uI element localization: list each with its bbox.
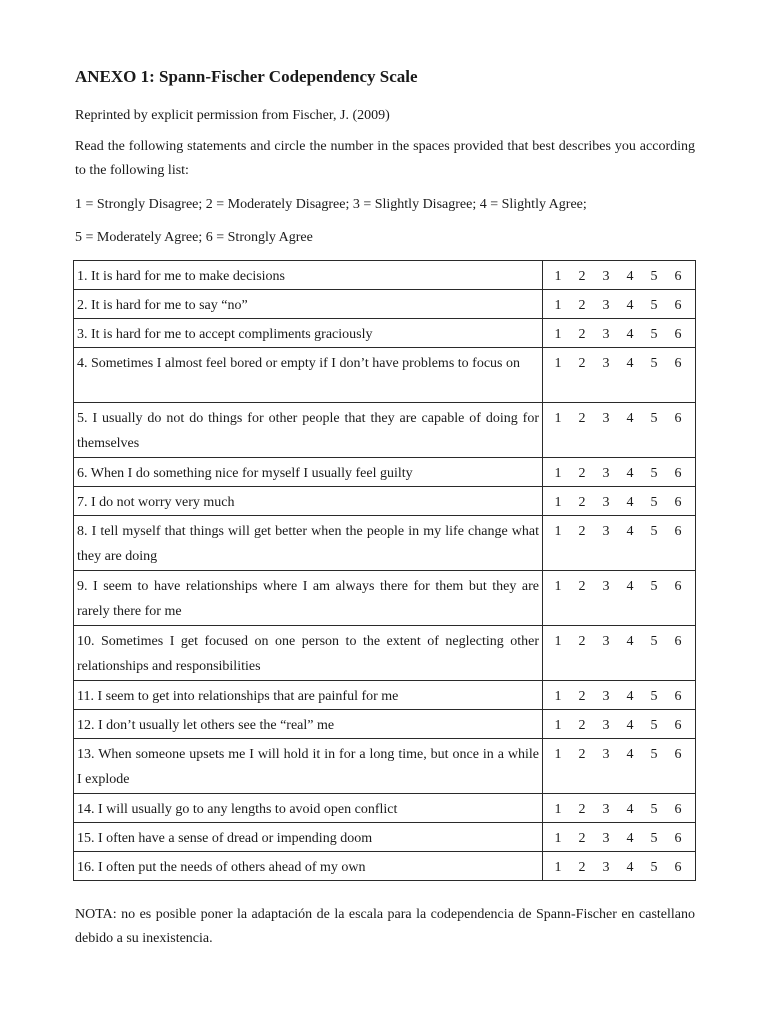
rating-option[interactable]: 2 xyxy=(578,524,586,539)
table-row xyxy=(74,626,696,681)
table-row xyxy=(74,571,696,626)
statement-text: 9. I seem to have relationships where I am always there for them but they are rarely there for me xyxy=(77,579,539,619)
statement-cell xyxy=(74,823,543,852)
statement-text: 10. Sometimes I get focused on one person to the extent of neglecting other relationships and responsibilities xyxy=(77,634,539,674)
rating-options-cell xyxy=(543,348,696,403)
rating-options xyxy=(543,626,695,654)
rating-option[interactable]: 1 xyxy=(554,495,562,510)
rating-options-cell xyxy=(543,458,696,487)
statement-cell xyxy=(74,571,543,626)
statement-cell xyxy=(74,681,543,710)
rating-option[interactable]: 2 xyxy=(578,466,586,481)
rating-options-cell xyxy=(543,261,696,290)
rating-option[interactable]: 5 xyxy=(650,634,658,649)
rating-option[interactable]: 4 xyxy=(626,634,634,649)
rating-option[interactable]: 3 xyxy=(602,298,610,313)
rating-option[interactable]: 6 xyxy=(674,634,682,649)
rating-option[interactable]: 4 xyxy=(626,411,634,426)
rating-option[interactable]: 2 xyxy=(578,579,586,594)
rating-option[interactable]: 1 xyxy=(554,747,562,762)
rating-option[interactable]: 2 xyxy=(578,327,586,342)
rating-option[interactable]: 3 xyxy=(602,356,610,371)
rating-option[interactable]: 6 xyxy=(674,495,682,510)
statement-text: 3. It is hard for me to accept compliments graciously xyxy=(77,327,373,342)
rating-option[interactable]: 4 xyxy=(626,802,634,817)
statement-cell xyxy=(74,487,543,516)
rating-options xyxy=(543,403,695,431)
rating-option[interactable]: 5 xyxy=(650,579,658,594)
rating-option[interactable]: 3 xyxy=(602,466,610,481)
rating-option[interactable]: 5 xyxy=(650,718,658,733)
reprint-note: Reprinted by explicit permission from Fischer, J. (2009) xyxy=(75,108,390,123)
rating-option[interactable]: 1 xyxy=(554,298,562,313)
statement-cell xyxy=(74,739,543,794)
rating-options-cell xyxy=(543,710,696,739)
rating-option[interactable]: 6 xyxy=(674,689,682,704)
rating-options xyxy=(543,794,695,822)
rating-option[interactable]: 2 xyxy=(578,495,586,510)
rating-option[interactable]: 2 xyxy=(578,689,586,704)
rating-options-cell xyxy=(543,794,696,823)
rating-option[interactable]: 3 xyxy=(602,579,610,594)
rating-option[interactable]: 5 xyxy=(650,524,658,539)
statement-cell xyxy=(74,852,543,881)
rating-option[interactable]: 2 xyxy=(578,298,586,313)
rating-option[interactable]: 4 xyxy=(626,860,634,875)
rating-option[interactable]: 5 xyxy=(650,860,658,875)
rating-option[interactable]: 5 xyxy=(650,495,658,510)
table-row xyxy=(74,290,696,319)
rating-options xyxy=(543,852,695,880)
rating-option[interactable]: 3 xyxy=(602,860,610,875)
rating-option[interactable]: 2 xyxy=(578,802,586,817)
rating-option[interactable]: 6 xyxy=(674,269,682,284)
rating-option[interactable]: 1 xyxy=(554,356,562,371)
rating-option[interactable]: 3 xyxy=(602,327,610,342)
rating-option[interactable]: 5 xyxy=(650,689,658,704)
table-row xyxy=(74,852,696,881)
rating-options-cell xyxy=(543,487,696,516)
rating-option[interactable]: 4 xyxy=(626,524,634,539)
table-row xyxy=(74,487,696,516)
statement-cell xyxy=(74,261,543,290)
table-row xyxy=(74,739,696,794)
table-row xyxy=(74,458,696,487)
rating-options xyxy=(543,487,695,515)
rating-option[interactable]: 1 xyxy=(554,718,562,733)
rating-option[interactable]: 3 xyxy=(602,634,610,649)
rating-option[interactable]: 2 xyxy=(578,634,586,649)
rating-option[interactable]: 6 xyxy=(674,831,682,846)
rating-option[interactable]: 5 xyxy=(650,298,658,313)
scale-legend-line-2: 5 = Moderately Agree; 6 = Strongly Agree xyxy=(75,230,313,245)
rating-option[interactable]: 3 xyxy=(602,689,610,704)
rating-option[interactable]: 5 xyxy=(650,327,658,342)
statement-text: 8. I tell myself that things will get better when the people in my life change what they are doing xyxy=(77,524,539,564)
statement-text: 11. I seem to get into relationships that are painful for me xyxy=(77,689,399,704)
statement-text: 4. Sometimes I almost feel bored or empty if I don’t have problems to focus on xyxy=(77,356,520,371)
rating-option[interactable]: 1 xyxy=(554,411,562,426)
rating-options xyxy=(543,681,695,709)
page-title: ANEXO 1: Spann-Fischer Codependency Scale xyxy=(75,67,418,86)
rating-option[interactable]: 4 xyxy=(626,831,634,846)
rating-option[interactable]: 6 xyxy=(674,466,682,481)
footnote: NOTA: no es posible poner la adaptación de la escala para la codependencia de Spann-Fischer en castellano debido a su inexistencia. xyxy=(75,907,695,946)
rating-options-cell xyxy=(543,739,696,794)
statement-cell xyxy=(74,403,543,458)
statement-text: 2. It is hard for me to say “no” xyxy=(77,298,248,313)
table-row xyxy=(74,403,696,458)
rating-option[interactable]: 1 xyxy=(554,327,562,342)
statement-cell xyxy=(74,458,543,487)
table-row xyxy=(74,261,696,290)
rating-options-cell xyxy=(543,571,696,626)
rating-option[interactable]: 6 xyxy=(674,327,682,342)
rating-option[interactable]: 5 xyxy=(650,802,658,817)
statement-cell xyxy=(74,626,543,681)
rating-option[interactable]: 6 xyxy=(674,524,682,539)
rating-options xyxy=(543,710,695,738)
rating-option[interactable]: 2 xyxy=(578,831,586,846)
rating-option[interactable]: 4 xyxy=(626,689,634,704)
scale-table-body xyxy=(74,261,696,881)
rating-option[interactable]: 2 xyxy=(578,718,586,733)
rating-options-cell xyxy=(543,852,696,881)
statement-cell xyxy=(74,319,543,348)
statement-text: 13. When someone upsets me I will hold it in for a long time, but once in a while I explode xyxy=(77,747,539,787)
table-row xyxy=(74,823,696,852)
rating-options xyxy=(543,290,695,318)
statement-cell xyxy=(74,794,543,823)
statement-text: 12. I don’t usually let others see the “real” me xyxy=(77,718,335,733)
statement-text: 15. I often have a sense of dread or impending doom xyxy=(77,831,373,846)
table-row xyxy=(74,681,696,710)
rating-options-cell xyxy=(543,823,696,852)
statement-text: 14. I will usually go to any lengths to avoid open conflict xyxy=(77,802,398,817)
rating-options-cell xyxy=(543,290,696,319)
rating-options-cell xyxy=(543,403,696,458)
statement-text: 16. I often put the needs of others ahead of my own xyxy=(77,860,366,875)
rating-option[interactable]: 1 xyxy=(554,269,562,284)
statement-text: 6. When I do something nice for myself I usually feel guilty xyxy=(77,466,413,481)
statement-text: 5. I usually do not do things for other people that they are capable of doing for themselves xyxy=(77,411,539,451)
table-row xyxy=(74,710,696,739)
rating-options xyxy=(543,823,695,851)
rating-options xyxy=(543,458,695,486)
rating-option[interactable]: 4 xyxy=(626,356,634,371)
scale-legend-line-1: 1 = Strongly Disagree; 2 = Moderately Disagree; 3 = Slightly Disagree; 4 = Slightly Agree; xyxy=(75,197,587,212)
rating-option[interactable]: 1 xyxy=(554,689,562,704)
rating-option[interactable]: 5 xyxy=(650,269,658,284)
rating-options xyxy=(543,261,695,289)
rating-option[interactable]: 5 xyxy=(650,356,658,371)
rating-option[interactable]: 6 xyxy=(674,860,682,875)
rating-options-cell xyxy=(543,516,696,571)
table-row xyxy=(74,794,696,823)
rating-option[interactable]: 1 xyxy=(554,802,562,817)
rating-option[interactable]: 4 xyxy=(626,327,634,342)
rating-option[interactable]: 1 xyxy=(554,579,562,594)
rating-option[interactable]: 1 xyxy=(554,831,562,846)
rating-options xyxy=(543,739,695,767)
rating-option[interactable]: 1 xyxy=(554,860,562,875)
rating-option[interactable]: 5 xyxy=(650,411,658,426)
rating-option[interactable]: 5 xyxy=(650,466,658,481)
rating-option[interactable]: 3 xyxy=(602,524,610,539)
rating-option[interactable]: 3 xyxy=(602,269,610,284)
statement-cell xyxy=(74,348,543,403)
statement-cell xyxy=(74,290,543,319)
rating-options xyxy=(543,571,695,599)
codependency-scale-table xyxy=(73,260,696,881)
rating-option[interactable]: 2 xyxy=(578,860,586,875)
rating-option[interactable]: 4 xyxy=(626,747,634,762)
instructions: Read the following statements and circle the number in the spaces provided that best describes you according to the following list: xyxy=(75,139,695,178)
rating-option[interactable]: 4 xyxy=(626,298,634,313)
rating-option[interactable]: 2 xyxy=(578,269,586,284)
rating-option[interactable]: 3 xyxy=(602,747,610,762)
rating-option[interactable]: 6 xyxy=(674,802,682,817)
statement-cell xyxy=(74,516,543,571)
rating-option[interactable]: 2 xyxy=(578,356,586,371)
rating-option[interactable]: 6 xyxy=(674,579,682,594)
rating-option[interactable]: 5 xyxy=(650,747,658,762)
rating-option[interactable]: 6 xyxy=(674,411,682,426)
statement-text: 7. I do not worry very much xyxy=(77,495,235,510)
rating-option[interactable]: 2 xyxy=(578,747,586,762)
statement-text: 1. It is hard for me to make decisions xyxy=(77,269,286,284)
rating-option[interactable]: 4 xyxy=(626,466,634,481)
rating-option[interactable]: 1 xyxy=(554,524,562,539)
rating-options xyxy=(543,516,695,544)
rating-options xyxy=(543,319,695,347)
rating-option[interactable]: 3 xyxy=(602,831,610,846)
table-row xyxy=(74,319,696,348)
rating-options-cell xyxy=(543,626,696,681)
rating-option[interactable]: 4 xyxy=(626,269,634,284)
rating-option[interactable]: 6 xyxy=(674,747,682,762)
table-row xyxy=(74,516,696,571)
rating-options-cell xyxy=(543,319,696,348)
rating-option[interactable]: 2 xyxy=(578,411,586,426)
rating-options xyxy=(543,348,695,376)
rating-option[interactable]: 5 xyxy=(650,831,658,846)
rating-option[interactable]: 4 xyxy=(626,718,634,733)
rating-option[interactable]: 3 xyxy=(602,802,610,817)
rating-option[interactable]: 3 xyxy=(602,718,610,733)
rating-option[interactable]: 6 xyxy=(674,718,682,733)
table-row xyxy=(74,348,696,403)
rating-option[interactable]: 3 xyxy=(602,411,610,426)
rating-option[interactable]: 6 xyxy=(674,356,682,371)
rating-option[interactable]: 1 xyxy=(554,634,562,649)
rating-option[interactable]: 1 xyxy=(554,466,562,481)
rating-option[interactable]: 3 xyxy=(602,495,610,510)
rating-option[interactable]: 4 xyxy=(626,495,634,510)
rating-option[interactable]: 4 xyxy=(626,579,634,594)
rating-options-cell xyxy=(543,681,696,710)
rating-option[interactable]: 6 xyxy=(674,298,682,313)
statement-cell xyxy=(74,710,543,739)
